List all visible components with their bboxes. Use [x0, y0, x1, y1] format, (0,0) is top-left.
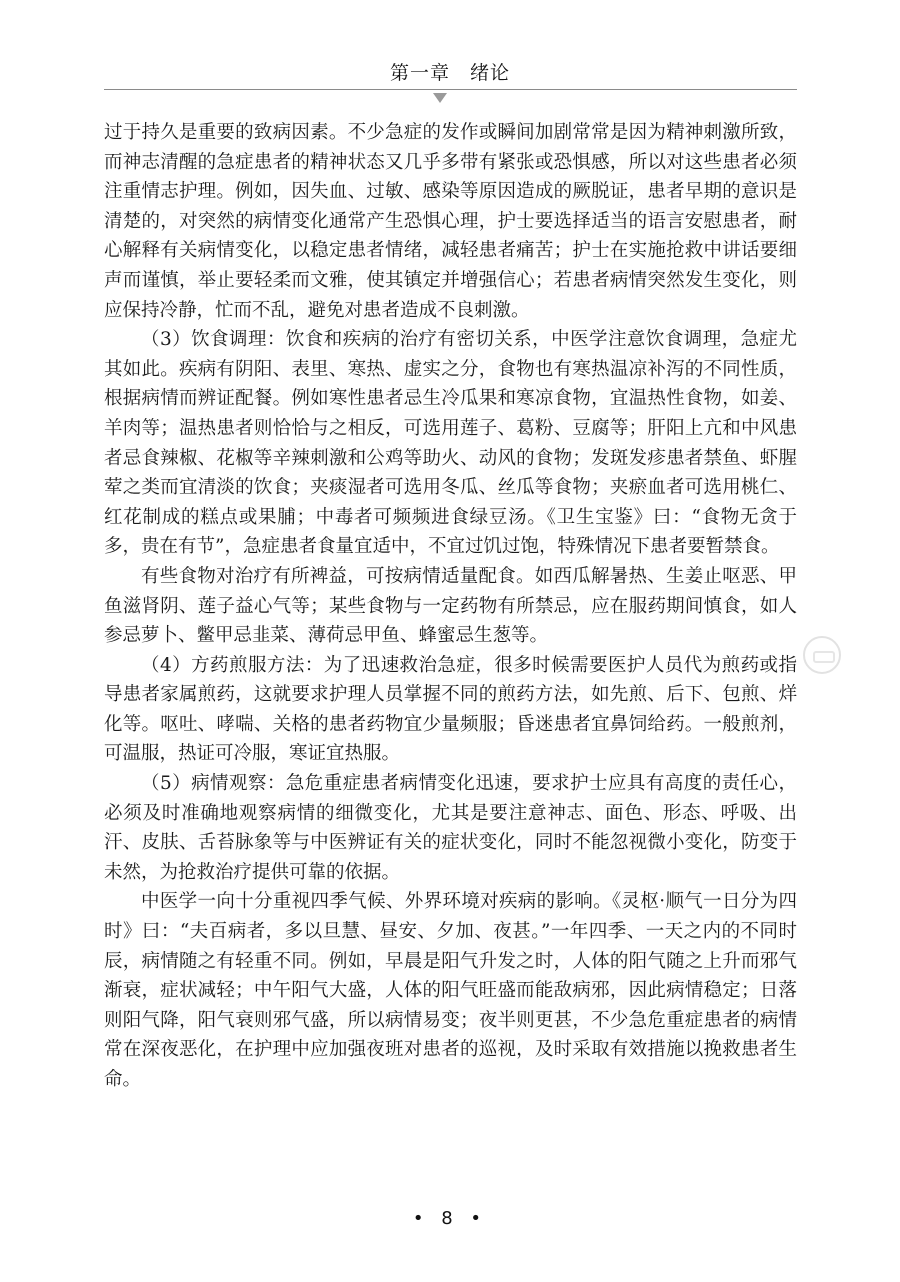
- body-text: [104, 118, 797, 1095]
- page-number: • 8 •: [412, 1208, 488, 1229]
- paragraph-seasonal-influence: 中医学一向十分重视四季气候、外界环境对疾病的影响。《灵枢·顺气一日分为四时》曰：“夫百病者，多以旦慧、昼安、夕加、夜甚。”一年四季、一天之内的不同时辰，病情随之有轻重不同。例如，早晨是阳气升发之时，人体的阳气随之上升而邪气渐衰，症状减轻；中午阳气大盛，人体的阳气旺盛而能敌病邪，因此病情稳定；日落则阳气降，阳气衰则邪气盛，所以病情易变；夜半则更甚，不少急危重症患者的病情常在深夜恶化，在护理中应加强夜班对患者的巡视，及时采取有效措施以挽救患者生命。: [104, 891, 797, 1090]
- paragraph-emotional-care-continuation: 过于持久是重要的致病因素。不少急症的发作或瞬间加剧常常是因为精神刺激所致，而神志清醒的急症患者的精神状态又几乎多带有紧张或恐惧感，所以对这些患者必须注重情志护理。例如，因失血、过敏、感染等原因造成的厥脱证，患者早期的意识是清楚的，对突然的病情变化通常产生恐惧心理，护士要选择适当的语言安慰患者，耐心解释有关病情变化，以稳定患者情绪，减轻患者痛苦；护士在实施抢救中讲话要细声而谨慎，举止要轻柔而文雅，使其镇定并增强信心；若患者病情突然发生变化，则应保持冷静，忙而不乱，避免对患者造成不良刺激。: [104, 122, 797, 321]
- running-header: 第一章 绪论: [389, 62, 510, 84]
- paragraph-condition-observation: （5）病情观察：急危重症患者病情变化迅速，要求护士应具有高度的责任心，必须及时准确地观察病情的细微变化，尤其是要注意神志、面色、形态、呼吸、出汗、皮肤、舌苔脉象等与中医辨证有关的症状变化，同时不能忽视微小变化，防变于未然，为抢救治疗提供可靠的依据。: [104, 773, 797, 883]
- paragraph-diet-regulation: （3）饮食调理：饮食和疾病的治疗有密切关系，中医学注意饮食调理，急症尤其如此。疾病有阴阳、表里、寒热、虚实之分，食物也有寒热温凉补泻的不同性质，根据病情而辨证配餐。例如寒性患者忌生冷瓜果和寒凉食物，宜温热性食物，如姜、羊肉等；温热患者则恰恰与之相反，可选用莲子、葛粉、豆腐等；肝阳上亢和中风患者忌食辣椒、花椒等辛辣刺激和公鸡等助火、动风的食物；发斑发疹患者禁鱼、虾腥荤之类而宜清淡的饮食；夹痰湿者可选用冬瓜、丝瓜等食物；夹瘀血者可选用桃仁、红花制成的糕点或果脯；中毒者可频频进食绿豆汤。《卫生宝鉴》曰：“食物无贪于多，贵在有节”，急症患者食量宜适中，不宜过饥过饱，特殊情况下患者要暂禁食。: [104, 329, 797, 558]
- paragraph-decoction-methods: （4）方药煎服方法：为了迅速救治急症，很多时候需要医护人员代为煎药或指导患者家属煎药，这就要求护理人员掌握不同的煎药方法，如先煎、后下、包煎、烊化等。呕吐、哮喘、关格的患者药物宜少量频服；昏迷患者宜鼻饲给药。一般煎剂，可温服，热证可冷服，寒证宜热服。: [104, 654, 797, 765]
- paragraph-food-benefits: 有些食物对治疗有所裨益，可按病情适量配食。如西瓜解暑热、生姜止呕恶、甲鱼滋肾阴、莲子益心气等；某些食物与一定药物有所禁忌，应在服药期间慎食，如人参忌萝卜、鳖甲忌韭菜、薄荷忌甲鱼、蜂蜜忌生葱等。: [104, 565, 797, 647]
- header-triangle-marker: [433, 93, 447, 103]
- watermark-seal-icon: [803, 636, 841, 674]
- header-rule: [104, 89, 797, 90]
